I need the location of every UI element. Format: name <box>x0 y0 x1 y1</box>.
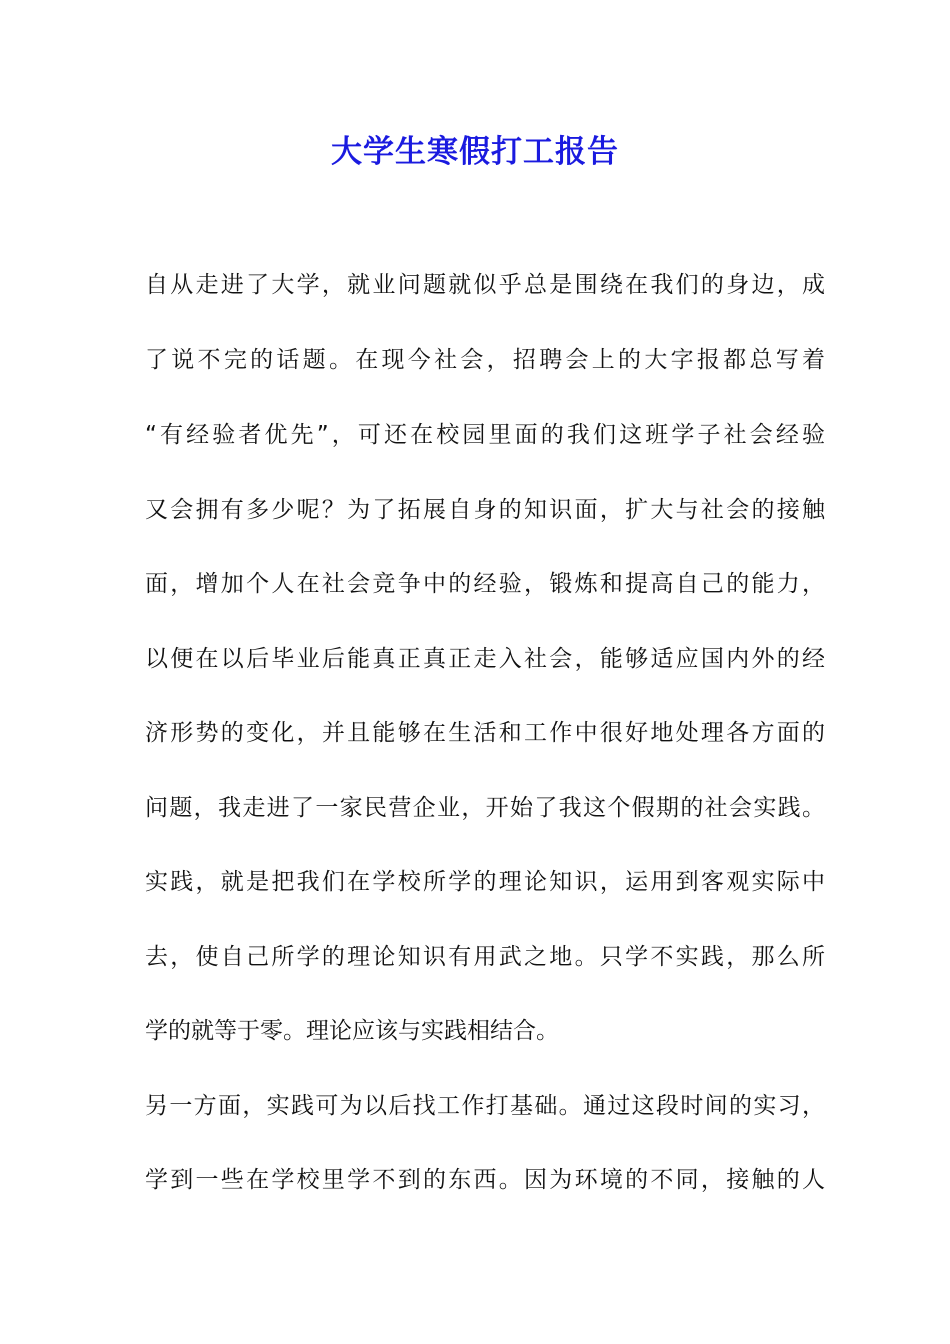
paragraph-line: 以便在以后毕业后能真正真正走入社会，能够适应国内外的经 <box>145 646 825 672</box>
paragraph-line: 济形势的变化，并且能够在生活和工作中很好地处理各方面的 <box>145 720 825 746</box>
document-title: 大学生寒假打工报告 <box>331 134 619 170</box>
paragraph-line: 又会拥有多少呢？为了拓展自身的知识面，扩大与社会的接触 <box>145 497 825 523</box>
paragraph-line: 了说不完的话题。在现今社会，招聘会上的大字报都总写着 <box>145 347 825 373</box>
paragraph-line: 问题，我走进了一家民营企业，开始了我这个假期的社会实践。 <box>145 795 825 821</box>
paragraph-line: 面，增加个人在社会竞争中的经验，锻炼和提高自己的能力， <box>145 571 825 597</box>
paragraph-line: 学的就等于零。理论应该与实践相结合。 <box>145 1018 559 1044</box>
paragraph-line: 自从走进了大学，就业问题就似乎总是围绕在我们的身边，成 <box>145 272 825 298</box>
paragraph-line: 另一方面，实践可为以后找工作打基础。通过这段时间的实习， <box>145 1093 825 1119</box>
paragraph-line: 实践，就是把我们在学校所学的理论知识，运用到客观实际中 <box>145 869 825 895</box>
paragraph-line: 学到一些在学校里学不到的东西。因为环境的不同，接触的人 <box>145 1167 825 1193</box>
paragraph-line: 去，使自己所学的理论知识有用武之地。只学不实践，那么所 <box>145 944 825 970</box>
paragraph-line: “有经验者优先”，可还在校园里面的我们这班学子社会经验 <box>145 422 825 448</box>
